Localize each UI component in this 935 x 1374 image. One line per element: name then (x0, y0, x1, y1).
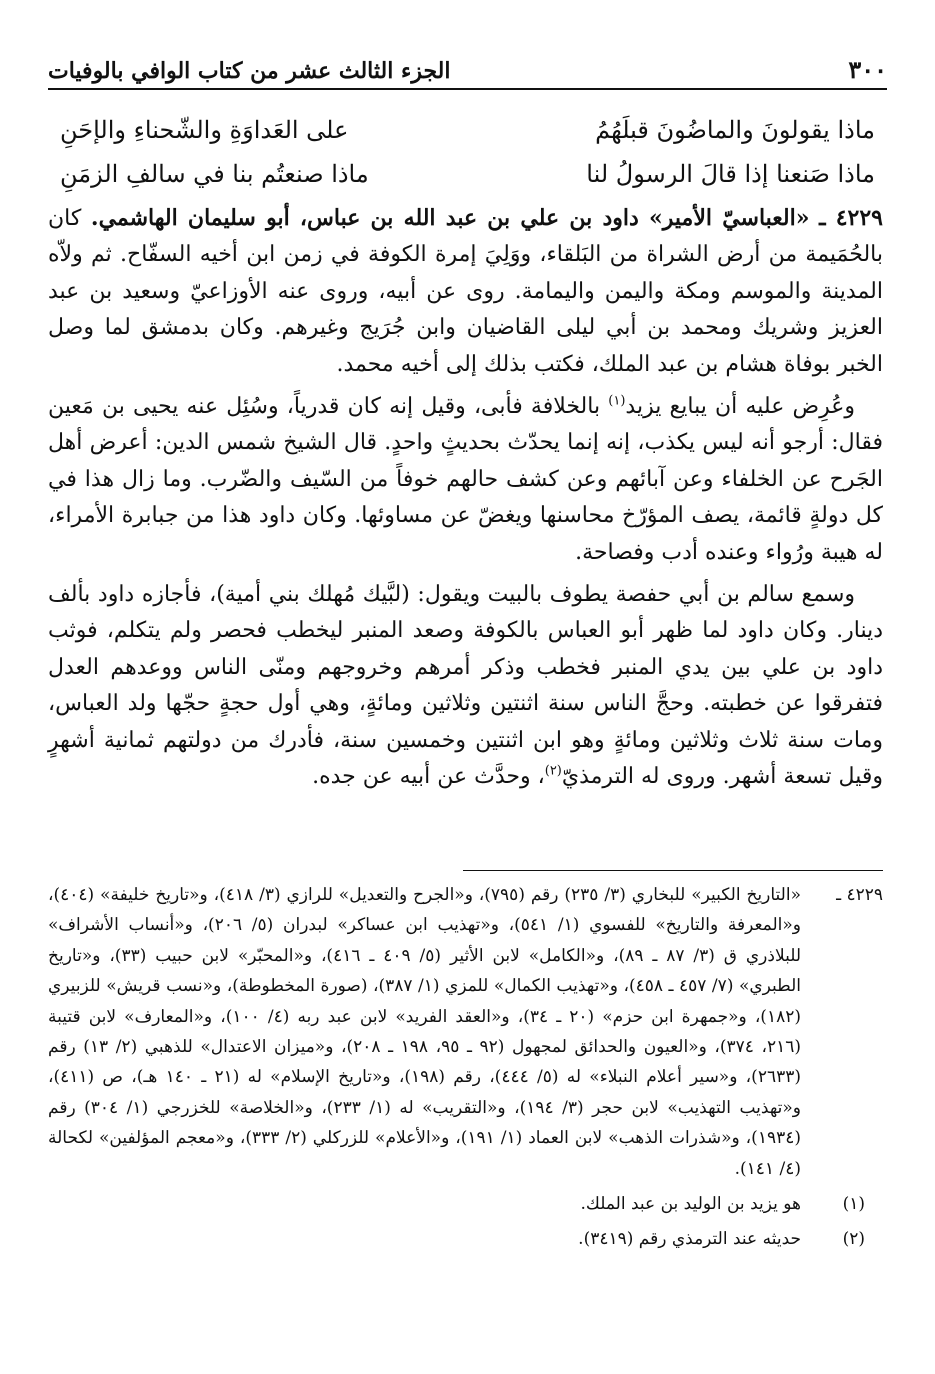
entry-paragraph (48, 200, 883, 383)
verse-line (60, 152, 875, 196)
footnote-text: هو يزيد بن الوليد بن عبد الملك. (580, 1194, 801, 1215)
footnote-ref[interactable]: (١) (608, 393, 626, 409)
footnote-item (48, 1225, 883, 1254)
entry-number: ٤٢٢٩ ـ (819, 205, 883, 231)
entry-text: بالخلافة فأبى، وقيل إنه كان قدرياً، وسُئِل عنه يحيى بن مَعين فقال: أرجو أنه ليس يكذب، إنه إنما يحدّث بحديثٍ واحدٍ. قال الشيخ شمس الدين: أعرض أهل الجَرح عن الخلفاء وعن آبائهم وعن كشف حالهم خوفاً من السّيف والضّرب. وما زال هذا في كل دولةٍ قائمة، يصف المؤرّخ محاسنها ويغضّ عن مساوئها. وكان داود هذا من جبابرة الأمراء، له هيبة ورُواء وعنده أدب وفصاحة. (48, 394, 883, 565)
footnote-item (48, 1190, 883, 1219)
verse-first-hemistich: ماذا يقولونَ والماضُونَ قبلَهُمُ (595, 116, 875, 144)
verse-second-hemistich: على العَداوَةِ والشّحناءِ والإحَنِ (60, 116, 349, 144)
footnote-text: «التاريخ الكبير» للبخاري (٣/ ٢٣٥) رقم (٧٩٥)، و«الجرح والتعديل» للرازي (٣/ ٤١٨)، و«تاريخ خليفة» (٤٠٤)، و«المعرفة والتاريخ» للفسوي (١/ ٥٤١)، و«تهذيب ابن عساكر» لبدران (٥/ ٢٠٦)، و«أنساب الأشراف» للبلاذري ق (٣/ ٨٧ ـ ٨٩)، و«الكامل» لابن الأثير (٥/ ٤٠٩ ـ ٤١٦)، و«المحبّر» لابن حبيب (٣٣)، و«تاريخ الطبري» (٧/ ٤٥٧ ـ ٤٥٨)، و«تهذيب الكمال» للمزي (١/ ٣٨٧)، (صورة المخطوطة)، و«نسب قريش» للزبيري (١٨٢)، و«جمهرة ابن حزم» (٢٠ ـ ٣٤)، و«العقد الفريد» لابن عبد ربه (٤/ ١٠٠)، و«المعارف» لابن قتيبة (٢١٦، ٣٧٤)، و«العيون والحدائق لمجهول (٩٢ ـ ٩٥، ١٩٨ ـ ٢٠٨)، و«ميزان الاعتدال» للذهبي (٢/ ١٣) رقم (٢٦٣٣)، و«سير أعلام النبلاء» له (٥/ ٤٤٤)، رقم (١٩٨)، و«تاريخ الإسلام» له (٢١ ـ ١٤٠ هـ)، ص (٤١١)، و«تهذيب التهذيب» لابن حجر (٣/ ١٩٤)، و«التقريب» له (١/ ٢٣٣)، و«الخلاصة» للخزرجي (١/ ٣٠٤) رقم (١٩٣٤)، و«شذرات الذهب» لابن العماد (١/ ١٩١)، و«الأعلام» للزركلي (٢/ ٣٣٣)، و«معجم المؤلفين» لكحالة (٤/ ١٤١). (48, 885, 802, 1179)
running-title: الجزء الثالث عشر من كتاب الوافي بالوفيات (48, 58, 451, 84)
entry-heading: «العباسيّ الأمير» داود بن علي بن عبد الله بن عباس، أبو سليمان الهاشمي. (90, 205, 810, 231)
page-header (48, 46, 887, 90)
entry-body (48, 200, 883, 796)
footnote-sources (48, 880, 883, 1184)
verse-first-hemistich: ماذا صَنعنا إذا قالَ الرسولُ لنا (586, 160, 875, 188)
page-number: ٣٠٠ (848, 55, 887, 84)
poem (60, 108, 875, 196)
entry-text: ، وحدَّث عن أبيه عن جده. (312, 764, 545, 790)
footnote-label: (٢) (842, 1229, 865, 1250)
entry-text: وسمع سالم بن أبي حفصة يطوف بالبيت ويقول: (لبَّيك مُهلك بني أمية)، فأجازه داود بألف دينار. وكان داود لما ظهر أبو العباس بالكوفة وصعد المنبر ليخطب فحصر ولم يتكلم، فوثب داود بن علي بين يدي المنبر فخطب وذكر أمرهم وخروجهم ومنّى الناس ووعدهم العدل فتفرقوا عن خطبته. وحجَّ الناس سنة اثنتين وثلاثين ومائةٍ، وهي أول حجةٍ حجّها ولد العباس، ومات سنة ثلاث وثلاثين ومائةٍ وهو ابن اثنتين وخمسين سنة، فأدرك من دولتهم ثمانية أشهرٍ وقيل تسعة أشهر. وروى له الترمذيّ (48, 582, 883, 790)
verse-second-hemistich: ماذا صنعتُم بنا في سالفِ الزمَنِ (60, 160, 369, 188)
entry-text: كان بالحُمَيمة من أرض الشراة من البَلقاء، ووَلِيَ إمرة الكوفة في زمن ابن أخيه السفّاح. ثم ولاّه المدينة والموسم ومكة واليمن واليمامة. روى عن أبيه، وروى عنه الأوزاعيّ وسعيد بن عبد العزيز وشريك ومحمد بن أبي ليلى القاضيان وابن جُرَيج وغيرهم. وكان بدمشق لما وصل الخبر بوفاة هشام بن عبد الملك، فكتب بذلك إلى أخيه محمد. (48, 206, 883, 377)
entry-paragraph (48, 577, 883, 795)
entry-paragraph (48, 389, 883, 571)
footnote-divider (463, 870, 883, 871)
footnote-label: ٤٢٢٩ ـ (836, 885, 883, 905)
footnote-ref[interactable]: (٢) (544, 763, 562, 779)
footnote-text: حديثه عند الترمذي رقم (٣٤١٩). (578, 1229, 801, 1250)
entry-text: وعُرِض عليه أن يبايع يزيد (625, 394, 855, 420)
footnotes (48, 880, 883, 1254)
footnote-label: (١) (842, 1194, 865, 1215)
verse-line (60, 108, 875, 152)
